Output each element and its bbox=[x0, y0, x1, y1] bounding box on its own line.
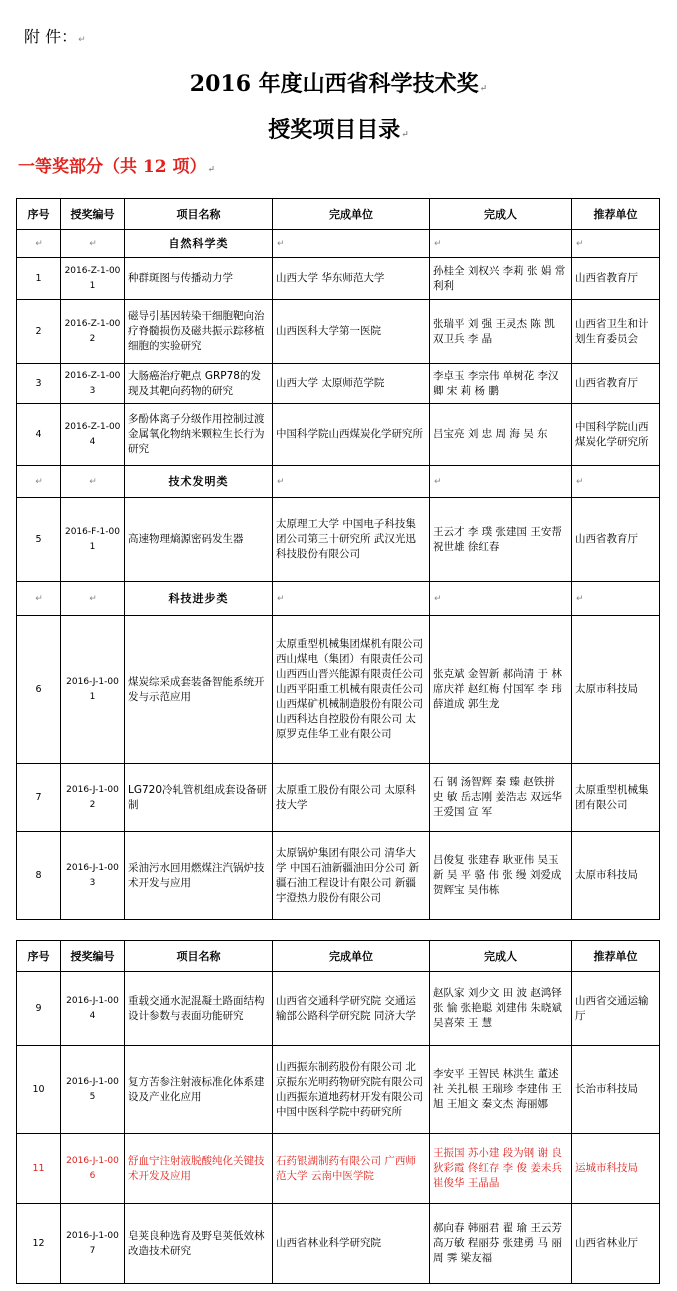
header-award-no: 授奖编号 bbox=[61, 941, 125, 972]
row-people: 李卓玉 李宗伟 单树花 李汉卿 宋 莉 杨 鹏 bbox=[430, 364, 572, 404]
row-seq: 10 bbox=[17, 1046, 61, 1134]
header-seq: 序号 bbox=[17, 941, 61, 972]
row-recommender: 山西省交通运输厅 bbox=[572, 972, 660, 1046]
empty-cell: ↵ bbox=[17, 230, 61, 258]
table-row bbox=[17, 364, 660, 404]
table-row bbox=[17, 1046, 660, 1134]
row-units: 太原重型机械集团煤机有限公司 西山煤电（集团）有限责任公司 山西西山晋兴能源有限责任公司 山西平阳重工机械有限责任公司 山西煤矿机械制造股份有限公司 山西科达自控股份有限公司 太原罗克佳华工业有限公司 bbox=[273, 616, 430, 764]
empty-cell: ↵ bbox=[17, 582, 61, 616]
empty-cell: ↵ bbox=[572, 466, 660, 498]
table-row bbox=[17, 764, 660, 832]
row-award-no: 2016-J-1-001 bbox=[61, 616, 125, 764]
row-units: 石药银湖制药有限公司 广西师范大学 云南中医学院 bbox=[273, 1134, 430, 1204]
row-units: 太原理工大学 中国电子科技集团公司第三十研究所 武汉光迅科技股份有限公司 bbox=[273, 498, 430, 582]
document-subtitle: 授奖项目目录↵ bbox=[268, 117, 409, 143]
empty-cell: ↵ bbox=[572, 230, 660, 258]
row-recommender: 长治市科技局 bbox=[572, 1046, 660, 1134]
row-recommender: 山西省卫生和计划生育委员会 bbox=[572, 300, 660, 364]
row-project: 多酚体离子分级作用控制过渡金属氧化物纳米颗粒生长行为研究 bbox=[125, 404, 273, 466]
header-people: 完成人 bbox=[430, 199, 572, 230]
row-project: 舒血宁注射液脱酸纯化关键技术开发及应用 bbox=[125, 1134, 273, 1204]
row-recommender: 山西省教育厅 bbox=[572, 364, 660, 404]
row-project: 采油污水回用燃煤注汽锅炉技术开发与应用 bbox=[125, 832, 273, 920]
row-award-no: 2016-J-1-004 bbox=[61, 972, 125, 1046]
table-row bbox=[17, 1134, 660, 1204]
category-label: 技术发明类 bbox=[125, 466, 273, 498]
attachment-label: 附 件：↵ bbox=[24, 27, 86, 46]
row-award-no: 2016-J-1-002 bbox=[61, 764, 125, 832]
row-units: 山西大学 华东师范大学 bbox=[273, 258, 430, 300]
row-people: 张克斌 金智新 郝尚清 于 林 席庆祥 赵红梅 付国军 李 玮 薛道成 郭生龙 bbox=[430, 616, 572, 764]
row-project: 复方苦参注射液标准化体系建设及产业化应用 bbox=[125, 1046, 273, 1134]
row-award-no: 2016-J-1-005 bbox=[61, 1046, 125, 1134]
category-row bbox=[17, 466, 660, 498]
row-recommender: 太原市科技局 bbox=[572, 832, 660, 920]
empty-cell: ↵ bbox=[273, 230, 430, 258]
row-project: 大肠癌治疗靶点 GRP78的发现及其靶向药物的研究 bbox=[125, 364, 273, 404]
empty-cell: ↵ bbox=[273, 466, 430, 498]
category-label: 科技进步类 bbox=[125, 582, 273, 616]
row-units: 山西省林业科学研究院 bbox=[273, 1204, 430, 1284]
table-header-row bbox=[17, 199, 660, 230]
table-row bbox=[17, 498, 660, 582]
row-people: 李安平 王智民 林洪生 董述社 关扎根 王瑞珍 李建伟 王 旭 王旭文 秦文杰 海丽娜 bbox=[430, 1046, 572, 1134]
row-seq: 5 bbox=[17, 498, 61, 582]
row-seq: 4 bbox=[17, 404, 61, 466]
row-people: 郝向春 韩丽君 翟 瑜 王云芳 高万敏 程丽芬 张建勇 马 丽 周 霁 梁友福 bbox=[430, 1204, 572, 1284]
header-recommender: 推荐单位 bbox=[572, 941, 660, 972]
row-project: 重载交通水泥混凝土路面结构设计参数与表面功能研究 bbox=[125, 972, 273, 1046]
header-people: 完成人 bbox=[430, 941, 572, 972]
awards-table-1 bbox=[16, 198, 660, 920]
empty-cell: ↵ bbox=[61, 230, 125, 258]
category-row bbox=[17, 582, 660, 616]
row-people: 王振国 苏小建 段为钢 谢 良 狄彩霞 佟红存 李 俊 姜未兵 崔俊华 王晶晶 bbox=[430, 1134, 572, 1204]
section-label: 一等奖部分（共 12 项）↵ bbox=[18, 157, 216, 177]
row-award-no: 2016-J-1-007 bbox=[61, 1204, 125, 1284]
row-award-no: 2016-F-1-001 bbox=[61, 498, 125, 582]
awards-table-2 bbox=[16, 940, 660, 1284]
table-row bbox=[17, 616, 660, 764]
table-row bbox=[17, 972, 660, 1046]
row-seq: 2 bbox=[17, 300, 61, 364]
empty-cell: ↵ bbox=[430, 582, 572, 616]
row-award-no: 2016-Z-1-003 bbox=[61, 364, 125, 404]
row-seq: 1 bbox=[17, 258, 61, 300]
row-award-no: 2016-Z-1-001 bbox=[61, 258, 125, 300]
row-people: 张瑞平 刘 强 王灵杰 陈 凯 双卫兵 李 晶 bbox=[430, 300, 572, 364]
row-recommender: 太原市科技局 bbox=[572, 616, 660, 764]
empty-cell: ↵ bbox=[430, 230, 572, 258]
row-seq: 6 bbox=[17, 616, 61, 764]
row-award-no: 2016-Z-1-004 bbox=[61, 404, 125, 466]
header-units: 完成单位 bbox=[273, 941, 430, 972]
row-people: 赵队家 刘少文 田 波 赵鸿铎 张 愉 张艳聪 刘建伟 朱晓斌 吴喜荣 王 慧 bbox=[430, 972, 572, 1046]
row-units: 山西振东制药股份有限公司 北京振东光明药物研究院有限公司 山西振东道地药材开发有限公司 中国中医科学院中药研究所 bbox=[273, 1046, 430, 1134]
row-seq: 11 bbox=[17, 1134, 61, 1204]
row-units: 山西省交通科学研究院 交通运输部公路科学研究院 同济大学 bbox=[273, 972, 430, 1046]
row-recommender: 山西省教育厅 bbox=[572, 258, 660, 300]
category-row bbox=[17, 230, 660, 258]
table-row bbox=[17, 404, 660, 466]
empty-cell: ↵ bbox=[61, 582, 125, 616]
row-people: 吕俊复 张建春 耿亚伟 吴玉新 吴 平 骆 伟 张 缦 刘爱成 贺辉宝 吴伟栋 bbox=[430, 832, 572, 920]
row-units: 山西大学 太原师范学院 bbox=[273, 364, 430, 404]
row-recommender: 山西省教育厅 bbox=[572, 498, 660, 582]
row-units: 山西医科大学第一医院 bbox=[273, 300, 430, 364]
row-people: 孙桂全 刘权兴 李莉 张 娟 常利利 bbox=[430, 258, 572, 300]
header-award-no: 授奖编号 bbox=[61, 199, 125, 230]
row-people: 王云才 李 璞 张建国 王安帮 祝世雄 徐红春 bbox=[430, 498, 572, 582]
row-people: 石 钢 汤智辉 秦 臻 赵铁拼 史 敏 岳志刚 姜浩志 双远华 王爱国 宣 军 bbox=[430, 764, 572, 832]
empty-cell: ↵ bbox=[572, 582, 660, 616]
row-award-no: 2016-Z-1-002 bbox=[61, 300, 125, 364]
table-header-row bbox=[17, 941, 660, 972]
empty-cell: ↵ bbox=[273, 582, 430, 616]
row-seq: 12 bbox=[17, 1204, 61, 1284]
row-project: 煤炭综采成套装备智能系统开发与示范应用 bbox=[125, 616, 273, 764]
row-award-no: 2016-J-1-003 bbox=[61, 832, 125, 920]
row-units: 中国科学院山西煤炭化学研究所 bbox=[273, 404, 430, 466]
header-project: 项目名称 bbox=[125, 199, 273, 230]
empty-cell: ↵ bbox=[17, 466, 61, 498]
row-units: 太原锅炉集团有限公司 清华大学 中国石油新疆油田分公司 新疆石油工程设计有限公司 新疆宇澄热力股份有限公司 bbox=[273, 832, 430, 920]
row-recommender: 中国科学院山西煤炭化学研究所 bbox=[572, 404, 660, 466]
row-seq: 9 bbox=[17, 972, 61, 1046]
table-row bbox=[17, 300, 660, 364]
header-recommender: 推荐单位 bbox=[572, 199, 660, 230]
empty-cell: ↵ bbox=[430, 466, 572, 498]
category-label: 自然科学类 bbox=[125, 230, 273, 258]
row-seq: 8 bbox=[17, 832, 61, 920]
table-row bbox=[17, 832, 660, 920]
row-project: 高速物理熵源密码发生器 bbox=[125, 498, 273, 582]
table-row bbox=[17, 258, 660, 300]
header-project: 项目名称 bbox=[125, 941, 273, 972]
row-recommender: 山西省林业厅 bbox=[572, 1204, 660, 1284]
row-project: 磁导引基因转染干细胞靶向治疗脊髓损伤及磁共振示踪移植细胞的实验研究 bbox=[125, 300, 273, 364]
empty-cell: ↵ bbox=[61, 466, 125, 498]
row-units: 太原重工股份有限公司 太原科技大学 bbox=[273, 764, 430, 832]
row-project: LG720冷轧管机组成套设备研制 bbox=[125, 764, 273, 832]
row-seq: 7 bbox=[17, 764, 61, 832]
row-award-no: 2016-J-1-006 bbox=[61, 1134, 125, 1204]
document-title: 2016 年度山西省科学技术奖↵ bbox=[189, 71, 488, 97]
row-recommender: 太原重型机械集团有限公司 bbox=[572, 764, 660, 832]
row-seq: 3 bbox=[17, 364, 61, 404]
header-units: 完成单位 bbox=[273, 199, 430, 230]
header-seq: 序号 bbox=[17, 199, 61, 230]
row-people: 吕宝亮 刘 忠 周 海 吴 东 bbox=[430, 404, 572, 466]
row-project: 皂荚良种选育及野皂荚低效林改造技术研究 bbox=[125, 1204, 273, 1284]
row-recommender: 运城市科技局 bbox=[572, 1134, 660, 1204]
table-row bbox=[17, 1204, 660, 1284]
row-project: 种群斑图与传播动力学 bbox=[125, 258, 273, 300]
